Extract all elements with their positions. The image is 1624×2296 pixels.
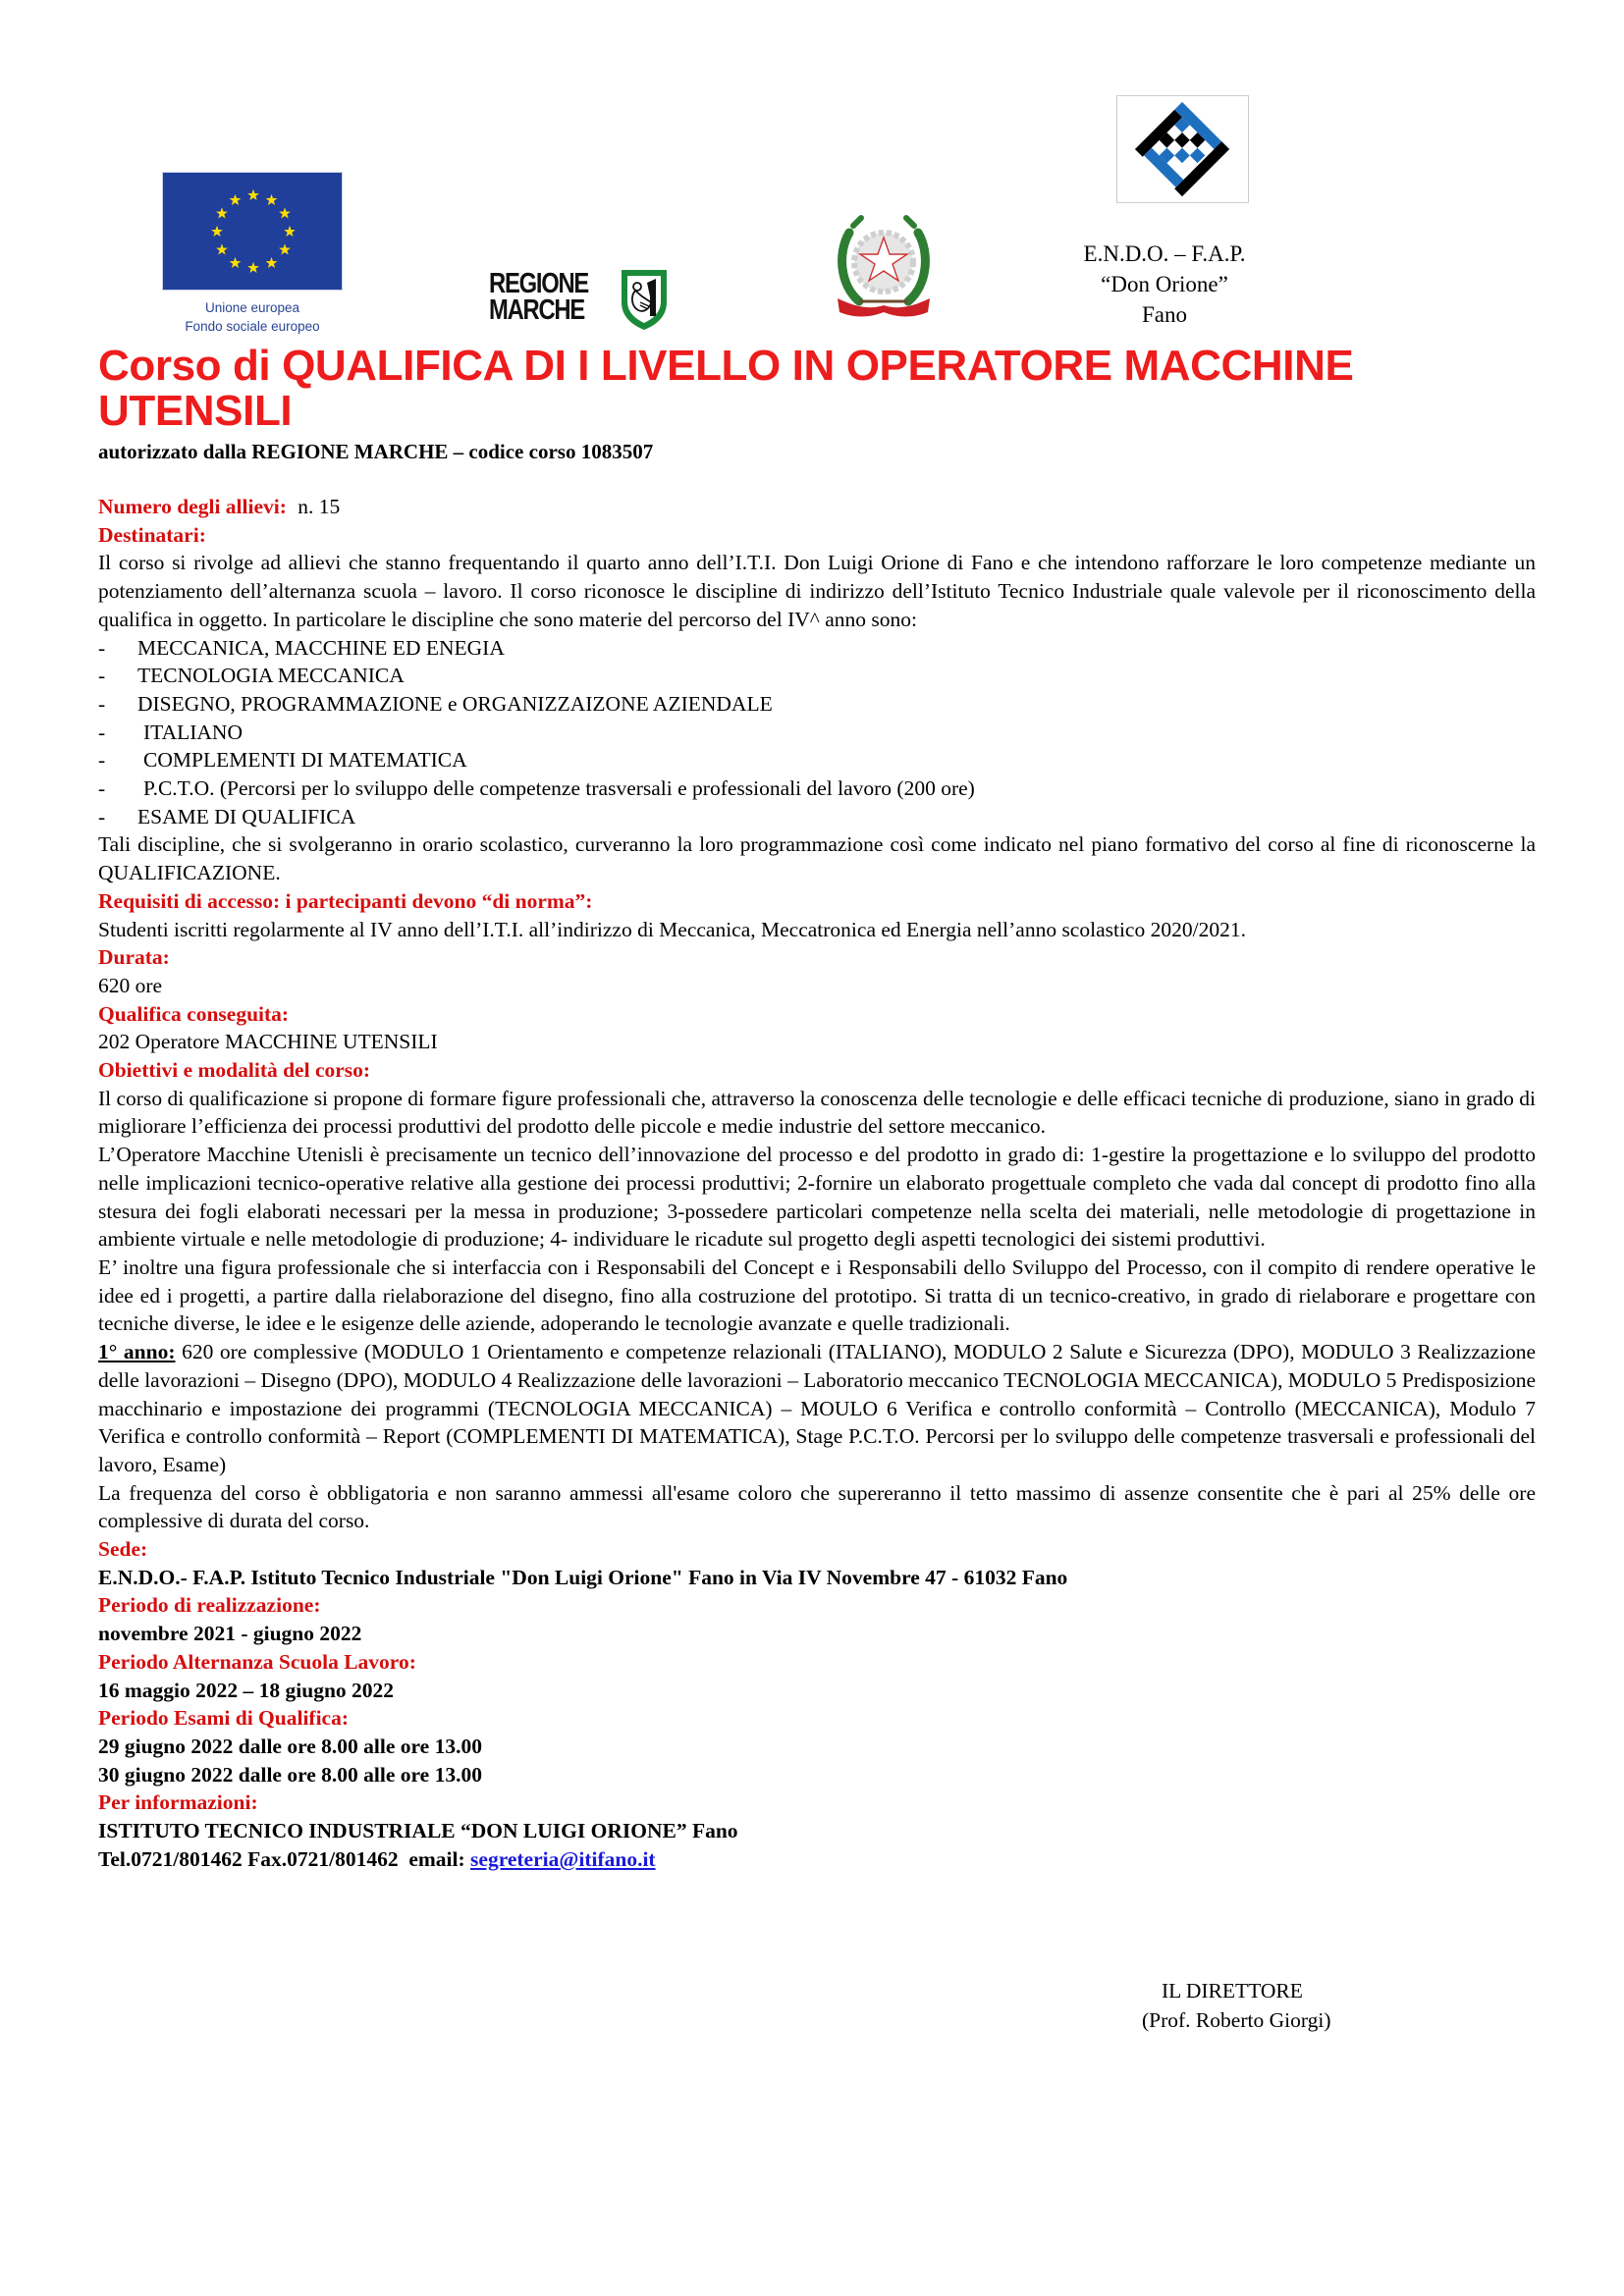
authorization-line: autorizzato dalla REGIONE MARCHE – codice corso 1083507	[98, 440, 654, 463]
eu-star-icon	[279, 243, 291, 254]
subject-item: - ESAME DI QUALIFICA	[98, 804, 356, 828]
requisiti-text: Studenti iscritti regolarmente al IV anno dell’I.T.I. all’indirizzo di Meccanica, Meccatronica ed Energia nell’anno scolastico 2020/2021.	[98, 917, 1246, 941]
subject-text: MECCANICA, MACCHINE ED ENEGIA	[137, 635, 505, 660]
periodo-alternanza-text: 16 maggio 2022 – 18 giugno 2022	[98, 1678, 395, 1702]
signature-role: IL DIRETTORE	[1162, 1979, 1303, 2002]
eu-star-icon	[230, 194, 242, 205]
subjects-list	[98, 634, 1536, 831]
students-label: Numero degli allievi:	[98, 495, 287, 518]
exam-date: 29 giugno 2022 dalle ore 8.00 alle ore 13.00	[98, 1734, 482, 1758]
subject-text: DISEGNO, PROGRAMMAZIONE e ORGANIZZAIZONE AZIENDALE	[137, 691, 773, 716]
requisiti-heading: Requisiti di accesso: i partecipanti devono “di norma”:	[98, 888, 593, 913]
sede-heading: Sede:	[98, 1537, 148, 1562]
eu-star-icon	[266, 257, 278, 268]
subject-item: - TECNOLOGIA MECCANICA	[98, 664, 405, 688]
regione-marche-shield-icon	[619, 267, 670, 332]
qualifica-text: 202 Operatore MACCHINE UTENSILI	[98, 1030, 438, 1054]
durata-heading: Durata:	[98, 945, 170, 970]
italian-republic-emblem	[830, 208, 938, 324]
eu-star-icon	[279, 207, 291, 218]
subject-item: - P.C.T.O. (Percorsi per lo sviluppo delle competenze trasversali e professionali del lavoro (200 ore)	[98, 776, 975, 801]
subject-text: TECNOLOGIA MECCANICA	[137, 664, 405, 688]
regione-marche-logo	[489, 267, 676, 336]
page-title: Corso di QUALIFICA DI I LIVELLO IN OPERATORE MACCHINE UTENSILI	[98, 342, 1354, 435]
destinatari-outro: Tali discipline, che si svolgeranno in orario scolastico, curveranno la loro programmazione così come indicato nel piano formativo del corso al fine di riconoscerne la QUALIFICAZIONE.	[98, 832, 1536, 885]
students-row	[98, 493, 1536, 521]
endo-line3: Fano	[1142, 302, 1187, 327]
subject-item: - MECCANICA, MACCHINE ED ENEGIA	[98, 635, 505, 660]
endo-line2: “Don Orione”	[1101, 272, 1228, 296]
obiettivi-paragraph-3: E’ inoltre una figura professionale che si interfaccia con i Responsabili del Concept e i Responsabili dello Sviluppo del Processo, con il compito di rendere operative le idee ed i progetti, a partire dalla rielaborazione del disegno, fino alla costruzione del prototipo. Si tratta di un tecnico-creativo, in grado di rielaborare e progettare con tecniche diverse, le idee e le esigenze delle aziende, adoperando le tecnologie avanzate e quelle tradizionali.	[98, 1255, 1536, 1336]
signature-block	[1142, 1976, 1397, 2035]
first-year-text: 620 ore complessive (MODULO 1 Orientamento e competenze relazionali (ITALIANO), MODULO 2 Salute e Sicurezza (DPO), MODULO 3 Realizzazione delle lavorazioni – Disegno (DPO), MODULO 4 Realizzazione delle lavorazioni – Laboratorio meccanico TECNOLOGIA MECCANICA), MODULO 5 Predisposizione macchinario e impostazione dei programmi (TECNOLOGIA MECCANICA) – MOULO 6 Verifica e controllo conformità – Controllo (MECCANICA), Modulo 7 Verifica e controllo conformità – Report (COMPLEMENTI DI MATEMATICA), Stage P.C.T.O. Percorsi per lo sviluppo delle competenze trasversali e professionali del lavoro, Esame)	[98, 1340, 1536, 1476]
attendance-note: La frequenza del corso è obbligatoria e non saranno ammessi all'esame coloro che supereranno il tetto massimo di assenze consentite che è pari al 25% delle ore complessive di durata del corso.	[98, 1480, 1536, 1533]
periodo-realizzazione-heading: Periodo di realizzazione:	[98, 1593, 321, 1618]
durata-text: 620 ore	[98, 973, 163, 997]
regione-marche-line1: REGIONE	[489, 268, 589, 299]
regione-marche-line2: MARCHE	[489, 294, 584, 326]
eu-star-icon	[247, 262, 259, 273]
eu-logo	[162, 172, 343, 334]
eu-star-icon	[211, 226, 223, 237]
subject-item: - COMPLEMENTI DI MATEMATICA	[98, 748, 467, 773]
subject-text: P.C.T.O. (Percorsi per lo sviluppo delle competenze trasversali e professionali del lavoro (200 ore)	[143, 776, 975, 801]
first-year-label: 1° anno:	[98, 1340, 176, 1364]
destinatari-intro: Il corso si rivolge ad allievi che stanno frequentando il quarto anno dell’I.T.I. Don Luigi Orione di Fano e che intendono rafforzare le loro competenze mediante un potenziamento dell’alternanza scuola – lavoro. Il corso riconosce le discipline di indirizzo dell’Istituto Tecnico Industriale quale valevole per il riconoscimento della qualifica in oggetto. In particolare le discipline che sono materie del percorso del IV^ anno sono:	[98, 551, 1536, 631]
eu-star-icon	[266, 194, 278, 205]
destinatari-heading: Destinatari:	[98, 522, 206, 547]
eu-caption-line1: Unione europea	[204, 300, 300, 315]
periodo-realizzazione-text: novembre 2021 - giugno 2022	[98, 1622, 362, 1646]
periodo-esami-heading: Periodo Esami di Qualifica:	[98, 1706, 350, 1731]
endo-line1: E.N.D.O. – F.A.P.	[1083, 241, 1246, 266]
emblem-icon	[830, 208, 938, 324]
exam-date: 30 giugno 2022 dalle ore 8.00 alle ore 13.00	[98, 1762, 482, 1787]
contacts-text: Tel.0721/801462 Fax.0721/801462 email:	[98, 1846, 471, 1871]
endo-fap-logo	[1116, 95, 1249, 203]
endo-fap-caption	[1031, 239, 1298, 330]
periodo-alternanza-heading: Periodo Alternanza Scuola Lavoro:	[98, 1649, 416, 1674]
obiettivi-heading: Obiettivi e modalità del corso:	[98, 1058, 371, 1083]
signature-name: (Prof. Roberto Giorgi)	[1142, 2008, 1331, 2032]
students-value: n. 15	[298, 495, 341, 518]
endo-diamond-icon	[1116, 95, 1249, 203]
eu-caption-line2: Fondo sociale europeo	[185, 319, 320, 334]
informazioni-heading: Per informazioni:	[98, 1790, 258, 1815]
institute-name: ISTITUTO TECNICO INDUSTRIALE “DON LUIGI ORIONE” Fano	[98, 1819, 738, 1843]
sede-text: E.N.D.O.- F.A.P. Istituto Tecnico Industriale "Don Luigi Orione" Fano in Via IV Novembre 47 - 61032 Fano	[98, 1565, 1068, 1589]
obiettivi-paragraph-1: Il corso di qualificazione si propone di formare figure professionali che, attraverso la conoscenza delle tecnologie e delle efficaci tecniche di produzione, siano in grado di migliorare l’efficienza dei processi produttivi del prodotto delle piccole e medie industrie del settore meccanico.	[98, 1086, 1537, 1139]
document-body	[98, 344, 1536, 1873]
qualifica-heading: Qualifica conseguita:	[98, 1001, 290, 1026]
email-link[interactable]: segreteria@itifano.it	[470, 1846, 656, 1871]
subject-item: - DISEGNO, PROGRAMMAZIONE e ORGANIZZAIZONE AZIENDALE	[98, 691, 773, 716]
eu-star-icon	[284, 226, 296, 237]
eu-star-icon	[247, 189, 259, 200]
first-year-modules	[98, 1338, 1536, 1479]
eu-star-icon	[216, 207, 228, 218]
eu-star-icon	[216, 243, 228, 254]
eu-flag-icon	[162, 172, 343, 291]
subject-item: - ITALIANO	[98, 720, 243, 744]
obiettivi-paragraph-2: L’Operatore Macchine Utenisli è precisamente un tecnico dell’innovazione del processo e del prodotto in grado di: 1-gestire la progettazione e lo sviluppo del prodotto nelle implicazioni tecnico-operative relative alla gestione dei processi produttivi; 2-fornire un elaborato progettuale completo che vada dal concept di prodotto fino alla stesura dei fogli elaborati necessari per la messa in produzione; 3-possedere particolari competenze nella scelta dei materiali, nelle metodologie di progettazione in ambiente virtuale e nelle metodologie di produzione; 4- individuare le ricadute sul progetto degli aspetti tecnologici dei sistemi produttivi.	[98, 1143, 1536, 1252]
subject-text: COMPLEMENTI DI MATEMATICA	[143, 748, 467, 773]
contacts-line	[98, 1845, 1536, 1874]
subject-text: ESAME DI QUALIFICA	[137, 804, 356, 828]
regione-marche-wordmark	[489, 268, 589, 326]
subject-text: ITALIANO	[143, 720, 243, 744]
eu-star-icon	[230, 257, 242, 268]
